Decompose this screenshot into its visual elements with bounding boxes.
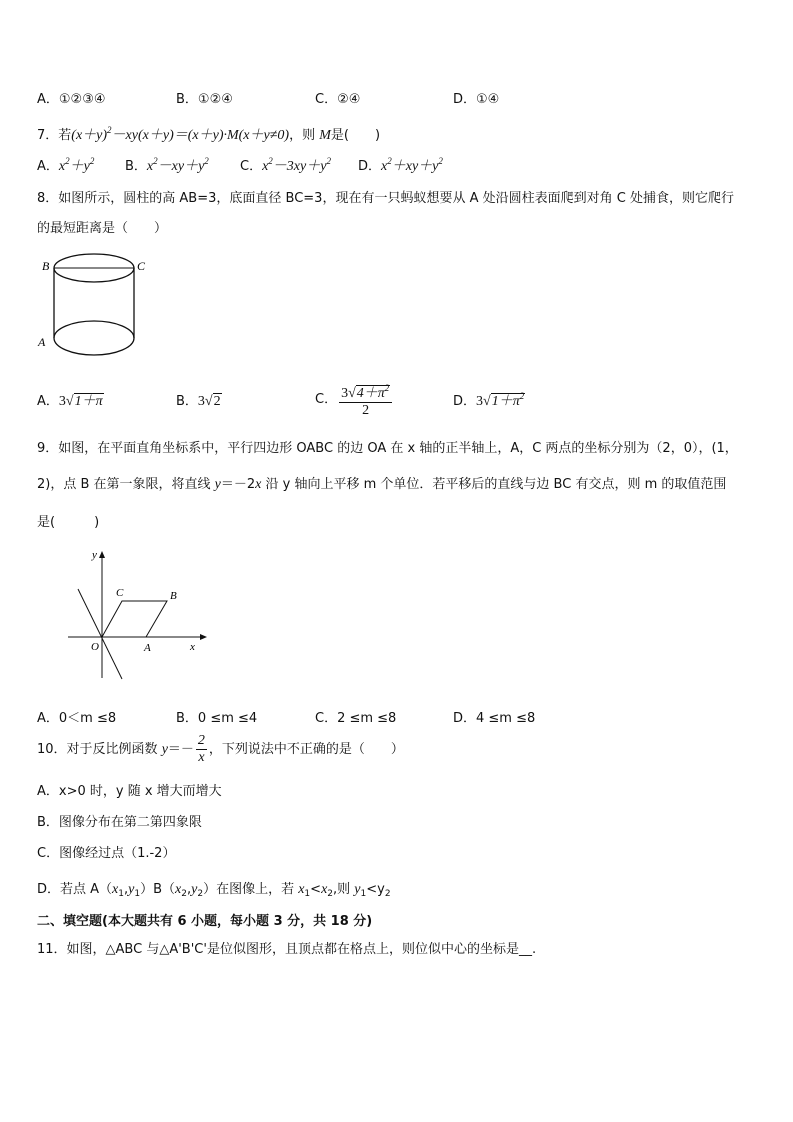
q7-option-d: D．$x^2+xy+y^2$	[358, 156, 443, 174]
q8-option-d: D．$3√1+\pi^2$	[453, 391, 525, 409]
q7-option-a: A．$x^2+y^2$	[37, 156, 95, 174]
q8-option-c: C． $\frac{3√4+\pi^2}{2}$	[315, 380, 394, 419]
q8-stem-line2: 的最短距离是（ ）	[37, 221, 168, 236]
q8-option-a: A．3√1＋π	[37, 394, 103, 409]
q8-option-b: B．3√2	[176, 394, 221, 409]
q10-option-c: C．图像经过点（1.-2）	[37, 846, 176, 861]
label-b: B	[170, 590, 177, 602]
label-c: C	[116, 587, 124, 599]
q7-stem: 7．若$(x+y)^2-xy(x+y)=(x+y)\cdot M(x+y\ne 0)$，则 M是( )	[37, 125, 381, 143]
section-2-title: 二、填空题(本大题共有 6 小题，每小题 3 分，共 18 分)	[37, 914, 373, 929]
label-y: y	[92, 549, 97, 561]
q6-option-d: D．①④	[453, 92, 500, 107]
q9-option-d: D．4 ≤m ≤8	[453, 711, 536, 726]
label-o: O	[91, 641, 99, 653]
q9-stem-line3: 是( )	[37, 515, 100, 530]
q9-option-a: A．0＜m ≤8	[37, 711, 117, 726]
q8-stem-line1: 8．如图所示，圆柱的高 AB=3，底面直径 BC=3，现在有一只蚂蚁想要从 A 处沿圆柱表面爬到对角 C 处捕食，则它爬行	[37, 191, 734, 206]
q7-option-b: B．$x^2-xy+y^2$	[125, 156, 209, 174]
q9-option-c: C．2 ≤m ≤8	[315, 711, 397, 726]
label-a: A	[144, 642, 151, 654]
q6-option-a: A．①②③④	[37, 92, 106, 107]
q9-stem-line2: 2)，点 B 在第一象限，将直线 y＝－2x 沿 y 轴向上平移 m 个单位．若平移后的直线与边 BC 有交点，则 m 的取值范围	[37, 477, 727, 492]
cylinder-figure	[36, 248, 146, 360]
q11-stem: 11．如图，△ABC 与△A'B'C'是位似图形，且顶点都在格点上，则位似中心的坐标是__.	[37, 942, 537, 957]
q9-option-b: B．0 ≤m ≤4	[176, 711, 258, 726]
q6-option-b: B．①②④	[176, 92, 233, 107]
label-c: C	[137, 259, 146, 273]
label-a: A	[38, 335, 46, 349]
q6-option-c: C．②④	[315, 92, 361, 107]
q10-option-a: A．x>0 时，y 随 x 增大而增大	[37, 784, 222, 799]
q9-stem-line1: 9．如图，在平面直角坐标系中，平行四边形 OABC 的边 OA 在 x 轴的正半轴上，A，C 两点的坐标分别为（2，0），(1，	[37, 441, 738, 456]
parallelogram-figure	[62, 548, 212, 686]
q10-option-d: D．若点 $A(x_1,y_1)B(x_2,y_2)$在图像上，若 $x_1<x_2$,则 $y_1<y_2$	[37, 882, 391, 899]
label-x: x	[190, 641, 195, 653]
q10-stem: 10．对于反比例函数 y＝－ $\frac{2}{x}$ ，下列说法中不正确的是（ ）	[37, 733, 404, 765]
q10-option-b: B．图像分布在第二第四象限	[37, 815, 202, 830]
label-b: B	[42, 259, 50, 273]
q7-option-c: C．$x^2-3xy+y^2$	[240, 156, 331, 174]
